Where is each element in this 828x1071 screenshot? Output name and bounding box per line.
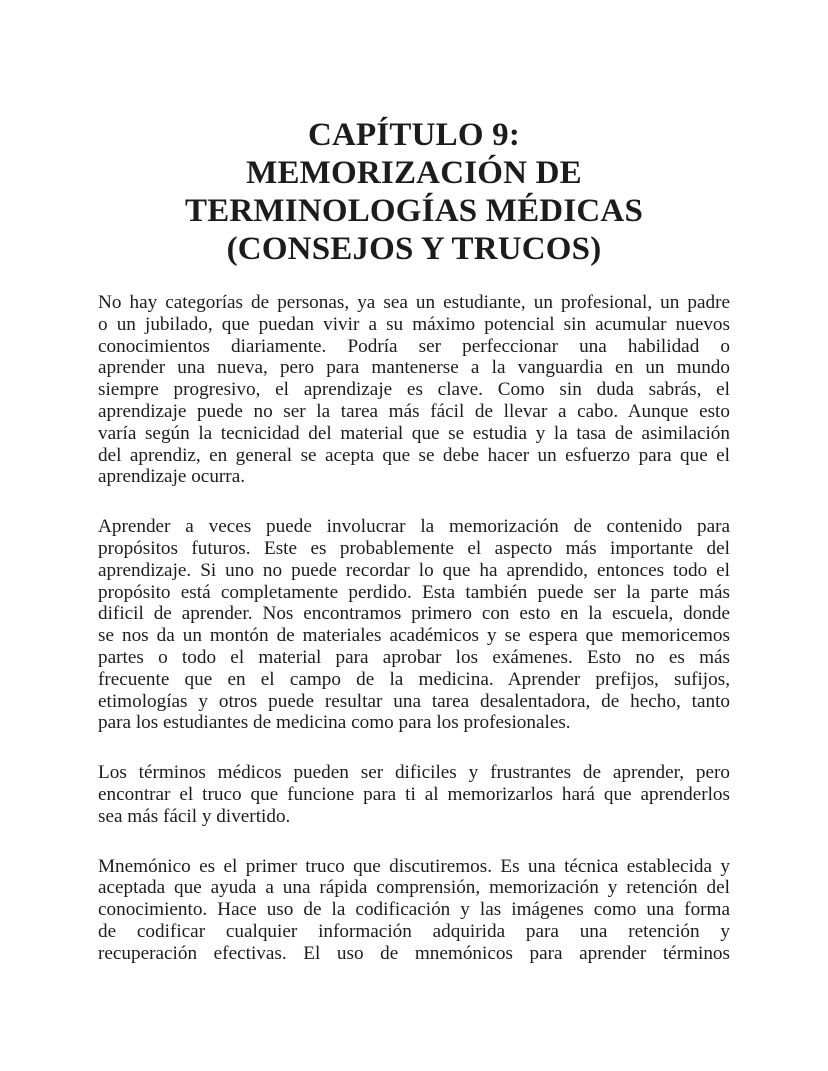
- text-line: aprender una nueva, pero para mantenerse a la vanguardia en un mundo: [98, 357, 730, 379]
- chapter-title-line: TERMINOLOGÍAS MÉDICAS: [184, 193, 643, 229]
- paragraph: [98, 856, 730, 965]
- paragraph: [98, 292, 730, 488]
- text-line: etimologías y otros puede resultar una tarea desalentadora, de hecho, tanto: [98, 690, 730, 712]
- paragraph: [98, 762, 730, 827]
- text-line: siempre progresivo, el aprendizaje es clave. Como sin duda sabrás, el: [98, 379, 730, 401]
- text-line: varía según la tecnicidad del material que se estudia y la tasa de asimilación: [98, 422, 730, 444]
- chapter-title: [0, 116, 828, 268]
- chapter-title-line: (CONSEJOS Y TRUCOS): [226, 231, 602, 267]
- text-line: o un jubilado, que puedan vivir a su máximo potencial sin acumular nuevos: [98, 313, 730, 335]
- text-line: encontrar el truco que funcione para ti al memorizarlos hará que aprenderlos: [98, 783, 730, 805]
- text-line: de codificar cualquier información adquirida para una retención y: [98, 920, 730, 942]
- text-line: aprendizaje ocurra.: [98, 466, 246, 488]
- chapter-title-line: MEMORIZACIÓN DE: [246, 155, 582, 191]
- text-line: para los estudiantes de medicina como para los profesionales.: [98, 712, 571, 734]
- chapter-title-line: CAPÍTULO 9:: [307, 117, 521, 153]
- text-line: aceptada que ayuda a una rápida comprensión, memorización y retención del: [98, 877, 730, 899]
- text-line: sea más fácil y divertido.: [98, 805, 291, 827]
- text-line: aprendizaje. Si uno no puede recordar lo que ha aprendido, entonces todo el: [98, 559, 730, 581]
- paragraph: [98, 516, 730, 734]
- text-line: recuperación efectivas. El uso de mnemónicos para aprender términos: [98, 942, 730, 964]
- text-line: se nos da un montón de materiales académicos y se espera que memoricemos: [98, 625, 730, 647]
- text-line: Mnemónico es el primer truco que discutiremos. Es una técnica establecida y: [98, 855, 730, 877]
- text-line: frecuente que en el campo de la medicina. Aprender prefijos, sufijos,: [98, 668, 730, 690]
- text-line: conocimientos diariamente. Podría ser perfeccionar una habilidad o: [98, 335, 730, 357]
- text-line: del aprendiz, en general se acepta que se debe hacer un esfuerzo para que el: [98, 444, 730, 466]
- document-body: [98, 292, 730, 965]
- text-line: aprendizaje puede no ser la tarea más fácil de llevar a cabo. Aunque esto: [98, 400, 730, 422]
- text-line: Aprender a veces puede involucrar la memorización de contenido para: [98, 516, 730, 538]
- text-line: partes o todo el material para aprobar los exámenes. Esto no es más: [98, 646, 730, 668]
- text-line: propósitos futuros. Este es probablemente el aspecto más importante del: [98, 537, 730, 559]
- text-line: Los términos médicos pueden ser dificiles y frustrantes de aprender, pero: [98, 762, 730, 784]
- text-line: propósito está completamente perdido. Esta también puede ser la parte más: [98, 581, 730, 603]
- text-line: conocimiento. Hace uso de la codificación y las imágenes como una forma: [98, 899, 730, 921]
- text-line: No hay categorías de personas, ya sea un estudiante, un profesional, un padre: [98, 292, 730, 313]
- text-line: dificil de aprender. Nos encontramos primero con esto en la escuela, donde: [98, 603, 730, 625]
